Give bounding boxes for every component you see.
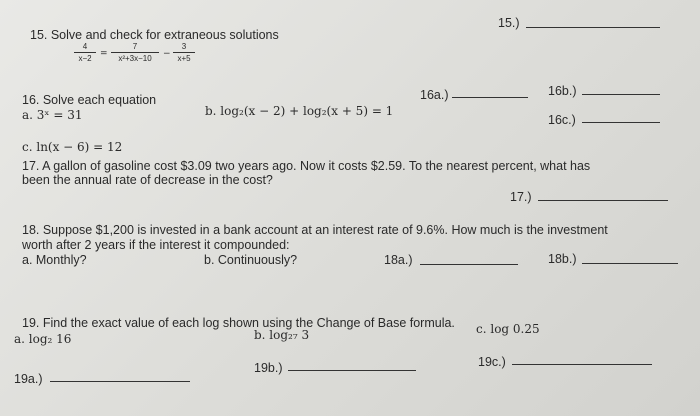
question-16-title: 16. Solve each equation — [22, 93, 157, 107]
answer-15-blank[interactable] — [526, 27, 660, 28]
answer-16c-label: 16c.) — [548, 113, 576, 127]
question-17-line2: been the annual rate of decrease in the cost? — [22, 173, 273, 187]
answer-16a-label: 16a.) — [420, 88, 449, 102]
answer-17-blank[interactable] — [538, 200, 668, 201]
answer-16a-blank[interactable] — [452, 97, 528, 98]
answer-19a-label: 19a.) — [14, 372, 43, 386]
question-17-line1: 17. A gallon of gasoline cost $3.09 two years ago. Now it costs $2.59. To the nearest percent, what has — [22, 159, 591, 173]
answer-19c-label: 19c.) — [478, 355, 506, 369]
answer-19b-blank[interactable] — [288, 370, 416, 371]
question-18-line2: worth after 2 years if the interest it compounded: — [22, 238, 290, 252]
question-16a: a. 3ˣ = 31 — [22, 108, 83, 122]
question-16b: b. log₂(x − 2) + log₂(x + 5) = 1 — [205, 104, 394, 118]
answer-19c-blank[interactable] — [512, 364, 652, 365]
answer-17-label: 17.) — [510, 190, 532, 204]
answer-16c-blank[interactable] — [582, 122, 660, 123]
fraction-2: 7 x²+3x−10 — [111, 42, 159, 63]
minus-sign: − — [163, 49, 171, 59]
question-18b: b. Continuously? — [204, 253, 298, 267]
answer-16b-label: 16b.) — [548, 84, 577, 98]
equals-sign: = — [100, 49, 108, 59]
fraction-1: 4 x−2 — [74, 42, 96, 63]
answer-18b-label: 18b.) — [548, 252, 577, 266]
answer-15-label: 15.) — [498, 16, 520, 30]
answer-18b-blank[interactable] — [582, 263, 678, 264]
question-15-title: 15. Solve and check for extraneous solutions — [30, 28, 279, 42]
question-19c: c. log 0.25 — [476, 322, 540, 336]
answer-19a-blank[interactable] — [50, 381, 190, 382]
question-19b: b. log₂₇ 3 — [254, 328, 310, 342]
answer-18a-label: 18a.) — [384, 253, 413, 267]
question-16c: c. ln(x − 6) = 12 — [22, 140, 123, 154]
answer-16b-blank[interactable] — [582, 94, 660, 95]
answer-19b-label: 19b.) — [254, 361, 283, 375]
question-19-title: 19. Find the exact value of each log shown using the Change of Base formula. — [22, 316, 455, 330]
question-19a: a. log₂ 16 — [14, 332, 72, 346]
answer-18a-blank[interactable] — [420, 264, 518, 265]
question-18-line1: 18. Suppose $1,200 is invested in a bank account at an interest rate of 9.6%. How much is the investment — [22, 223, 608, 237]
question-18a: a. Monthly? — [22, 253, 87, 267]
fraction-3: 3 x+5 — [173, 42, 195, 63]
